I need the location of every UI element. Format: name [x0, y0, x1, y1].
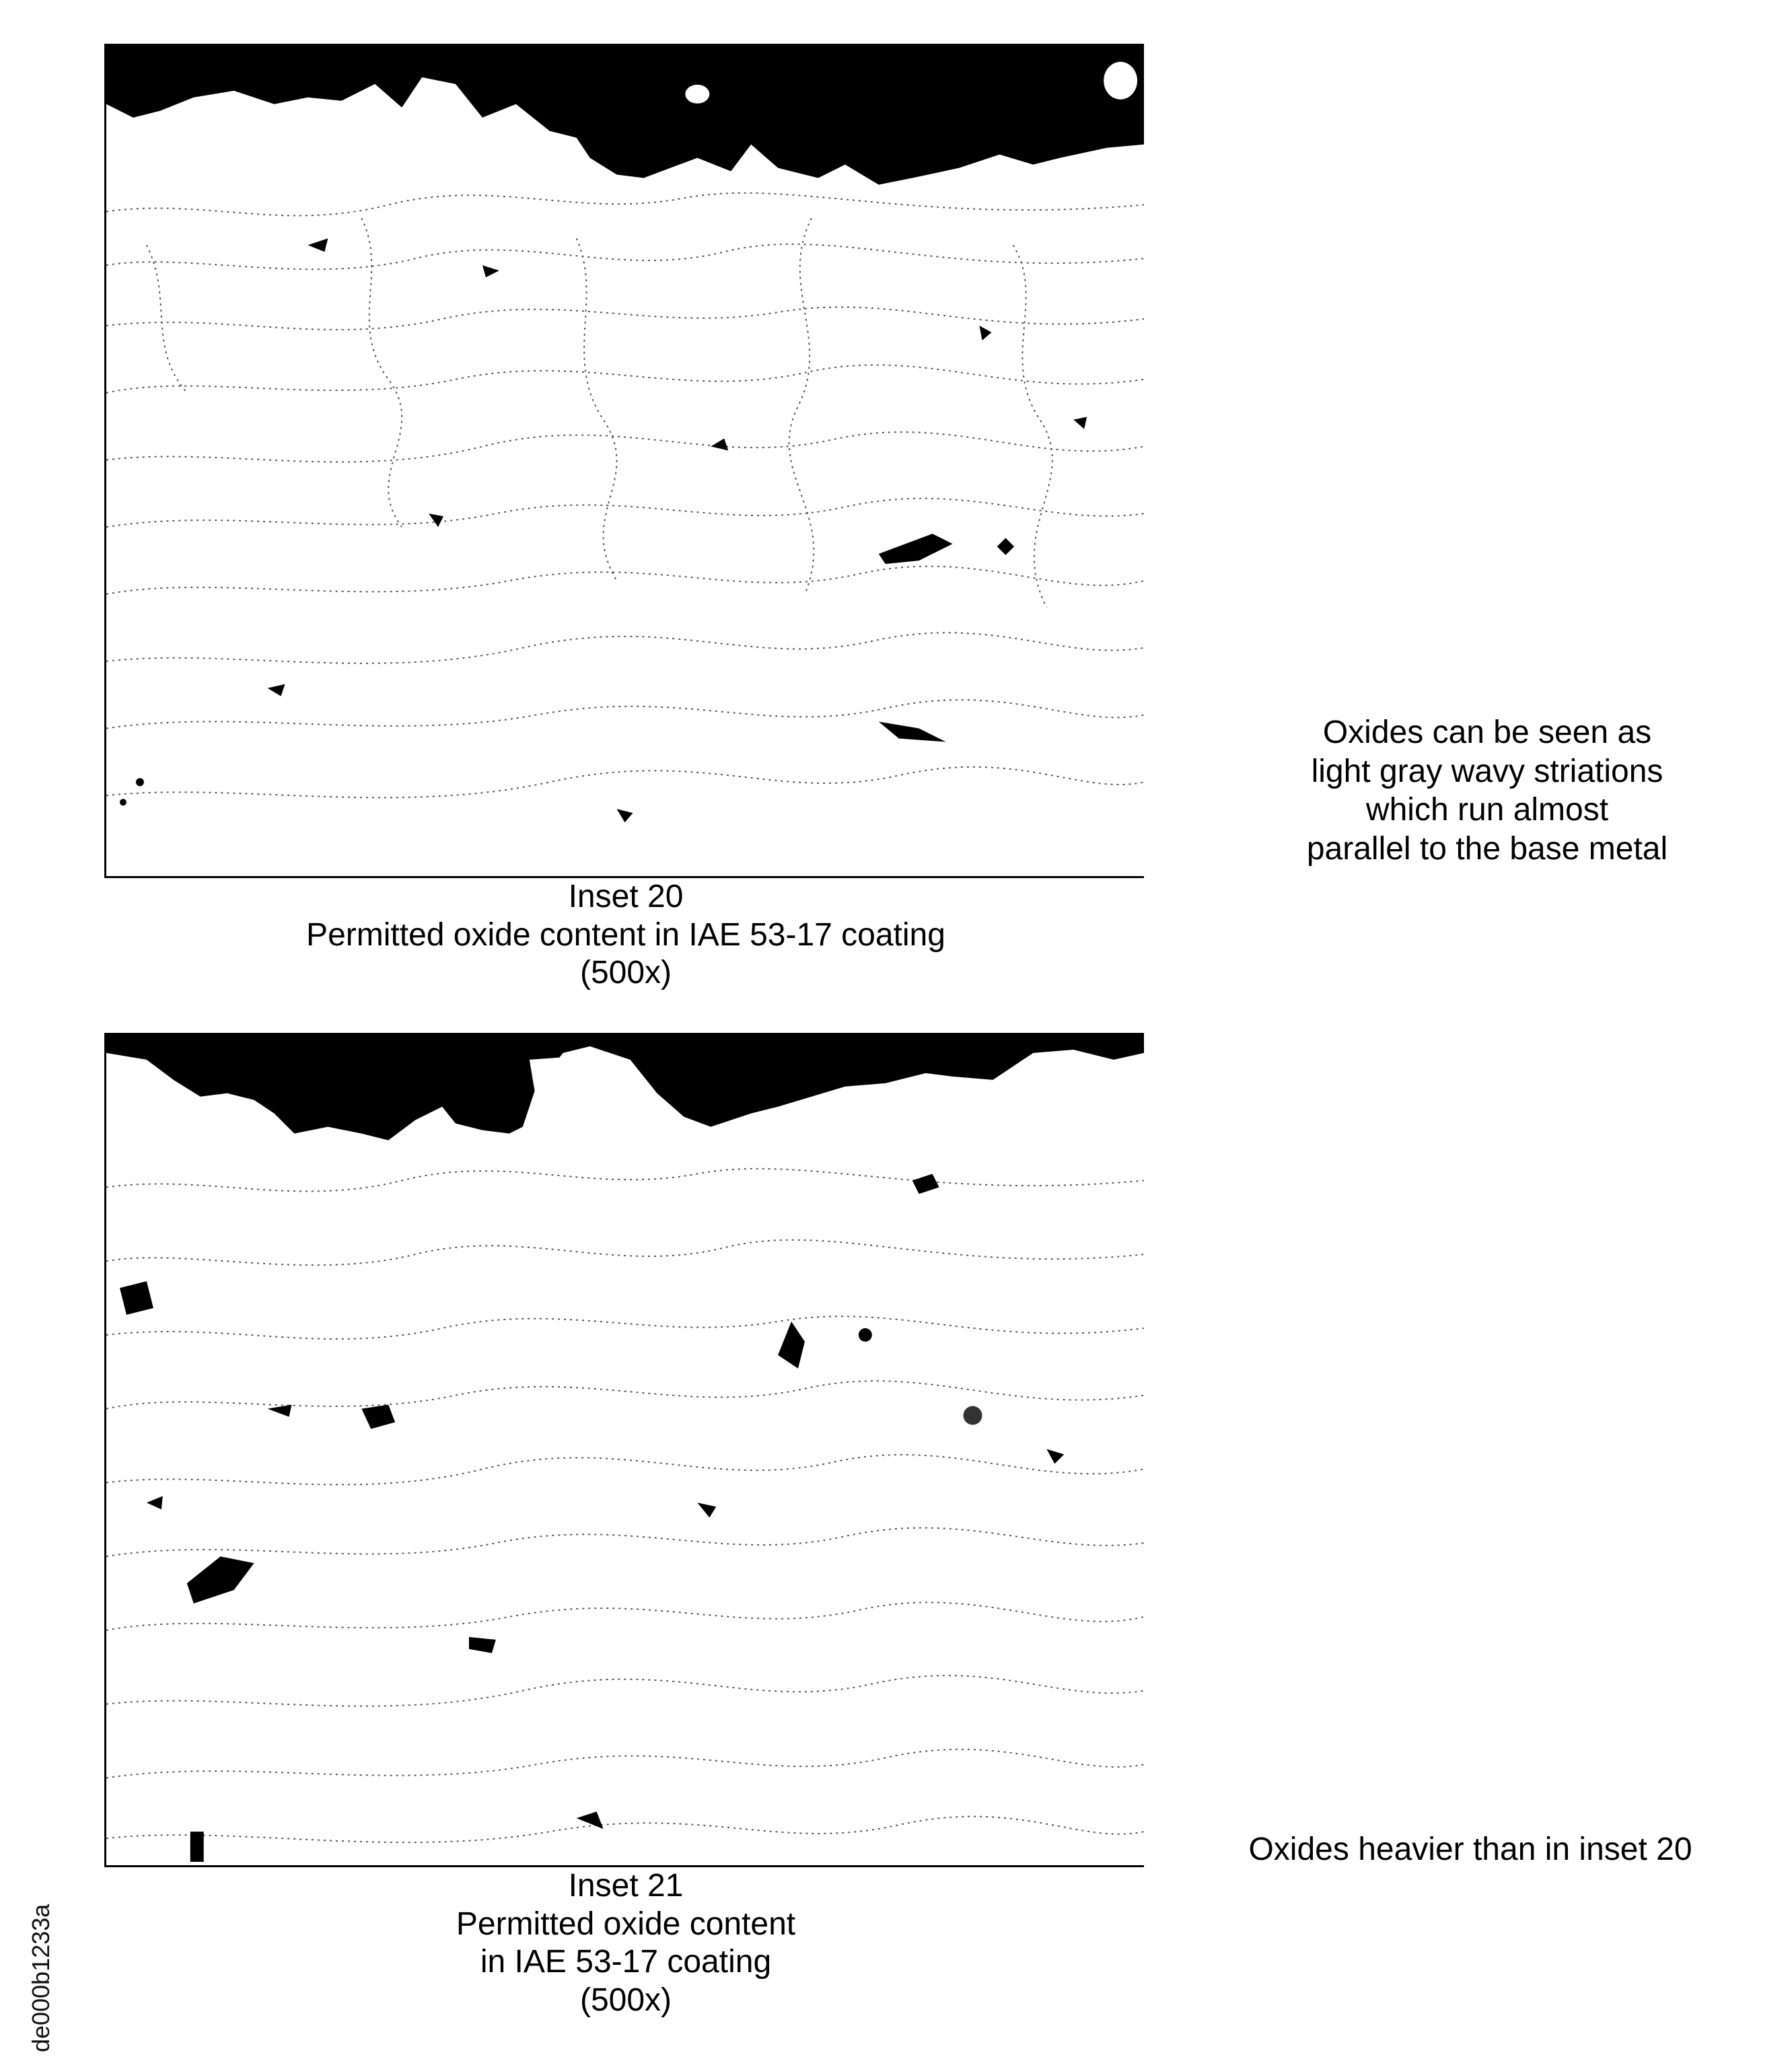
inset-20-title: Inset 20 [568, 879, 684, 914]
inset-21-caption-line-1: Permitted oxide content [456, 1906, 796, 1942]
micrograph-inset-21 [104, 1033, 1144, 1867]
inset-20-note-line-1: Oxides can be seen as [1322, 715, 1652, 750]
note-inset-20 [1218, 713, 1756, 868]
caption-inset-21 [182, 1867, 1070, 2020]
inset-21-caption-line-3: (500x) [579, 1982, 672, 2018]
micrograph-inset-20 [104, 44, 1144, 878]
micrograph-20-image [106, 44, 1144, 876]
inset-20-note-line-4: parallel to the base metal [1306, 830, 1668, 867]
inset-21-caption-line-2: in IAE 53-17 coating [480, 1944, 772, 1980]
figure-id: de000b1233a [27, 1904, 55, 2052]
caption-inset-20 [182, 878, 1070, 992]
note-inset-21 [1174, 1830, 1766, 1869]
inset-21-note-line-1: Oxides heavier than in inset 20 [1248, 1832, 1692, 1867]
inset-21-title: Inset 21 [568, 1868, 684, 1904]
micrograph-21-image [106, 1033, 1144, 1865]
inset-20-note-line-2: light gray wavy striations [1311, 753, 1663, 789]
inset-20-caption-line-2: (500x) [579, 955, 672, 991]
inset-20-caption-line-1: Permitted oxide content in IAE 53-17 coating [306, 916, 945, 953]
inset-20-note-line-3: which run almost [1365, 792, 1609, 828]
